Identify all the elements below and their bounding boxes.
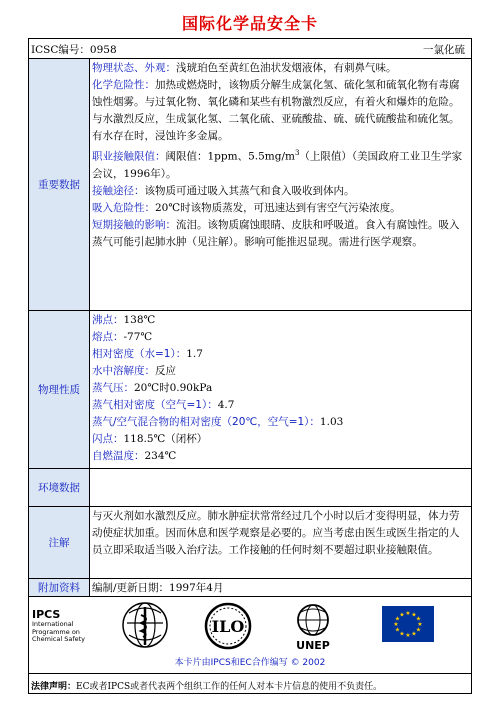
who-emblem-icon bbox=[121, 601, 169, 651]
important-data-row bbox=[29, 59, 471, 311]
flash-point-item: 闪点：118.5℃（闭杯） bbox=[92, 433, 208, 445]
header-row bbox=[29, 39, 471, 59]
svg-text:★: ★ bbox=[411, 611, 417, 619]
solubility-item: 水中溶解度：反应 bbox=[92, 365, 176, 377]
relative-density-item: 相对密度（水=1）：1.7 bbox=[92, 348, 203, 360]
short-term-effects-item: 短期接触的影响：流泪。该物质腐蚀眼睛、皮肤和呼吸道。食入有腐蚀性。吸入蒸气可能引起肺水肿（见注解）。影响可能推迟显现。需进行医学观察。 bbox=[92, 218, 460, 248]
card-title: 国际化学品安全卡 bbox=[181, 14, 318, 33]
important-data-content bbox=[92, 60, 467, 251]
logo-caption: 本卡片由IPCS和EC合作编写 © 2002 bbox=[174, 658, 326, 668]
vapor-density-item: 蒸气相对密度（空气=1）：4.7 bbox=[92, 399, 235, 411]
svg-text:★: ★ bbox=[411, 630, 417, 638]
chemical-name: 一氯化硫 bbox=[423, 44, 465, 56]
svg-text:★: ★ bbox=[415, 615, 422, 623]
physical-state-item: 物理状态、外观：浅琥珀色至黄红色油状发烟液体，有刺鼻气味。 bbox=[92, 62, 397, 74]
physical-properties-content bbox=[92, 312, 467, 465]
eu-flag-icon bbox=[382, 606, 434, 642]
boiling-point-item: 沸点：138℃ bbox=[92, 314, 156, 326]
svg-text:★: ★ bbox=[394, 615, 401, 623]
ipcs-logo: IPCS International Programme on Chemical Safety bbox=[32, 608, 86, 643]
svg-text:★: ★ bbox=[415, 626, 422, 634]
environment-label: 环境数据 bbox=[29, 469, 90, 506]
physical-properties-label: 物理性质 bbox=[29, 311, 90, 468]
ilo-emblem-icon bbox=[204, 602, 252, 650]
additional-content: 编制/更新日期：1997年4月 bbox=[92, 582, 224, 594]
mixture-density-item: 蒸气/空气混合物的相对密度（20℃，空气=1）：1.03 bbox=[92, 416, 344, 428]
autoignition-item: 自燃温度：234℃ bbox=[92, 450, 177, 462]
svg-text:ILO: ILO bbox=[211, 617, 245, 636]
svg-text:UNEP: UNEP bbox=[296, 639, 330, 652]
legal-notice: 法律声明：EC或者IPCS或者代表两个组织工作的任何人对本卡片信息的使用不负责任。 bbox=[31, 682, 383, 692]
svg-text:★: ★ bbox=[417, 621, 423, 628]
environment-row bbox=[29, 469, 471, 507]
svg-text:★: ★ bbox=[405, 632, 411, 639]
notes-row bbox=[29, 507, 471, 579]
additional-label: 附加资料 bbox=[29, 579, 90, 596]
important-data-label: 重要数据 bbox=[29, 59, 90, 310]
svg-text:★: ★ bbox=[394, 626, 401, 634]
vapor-pressure-item: 蒸气压：20℃时0.90kPa bbox=[92, 382, 213, 394]
unep-emblem-icon bbox=[287, 602, 339, 652]
melting-point-item: 熔点：-77℃ bbox=[92, 331, 153, 343]
exposure-route-item: 接触途径：该物质可通过吸入其蒸气和食入吸收到体内。 bbox=[92, 184, 355, 197]
logos-row bbox=[29, 597, 471, 674]
exposure-limit-item: 职业接触限值：阈限值：1ppm、$5.5mg/m^3$（上限值）（美国政府工业卫生学家会议，1996年）。 bbox=[92, 149, 463, 180]
icsc-number: ICSC编号：0958 bbox=[31, 44, 117, 56]
svg-text:★: ★ bbox=[399, 630, 405, 638]
svg-text:★: ★ bbox=[399, 611, 405, 619]
physical-properties-row bbox=[29, 311, 471, 469]
chemical-hazard-item: 化学危险性：加热或燃烧时，该物质分解生成氯化氢、硫化氢和硫氧化物有毒腐蚀性烟雾。与过氧化物、氧化磷和某些有机物激烈反应，有着火和爆炸的危险。与水激烈反应，生成氯化氢、二氧化硫、亚硫酸盐、硫、硫代硫酸盐和硫化氢。有水存在时，浸蚀许多金属。 bbox=[92, 79, 460, 142]
notes-label: 注解 bbox=[29, 507, 90, 578]
svg-text:★: ★ bbox=[393, 621, 399, 628]
notes-content: 与灭火剂如水激烈反应。肺水肿症状常常经过几个小时以后才变得明显，体力劳动使症状加重。因而休息和医学观察是必要的。应当考虑由医生或医生指定的人员立即采取适当吸入治疗法。工作接触的任何时刻不要超过职业接触限值。 bbox=[92, 510, 460, 556]
svg-text:★: ★ bbox=[405, 610, 411, 617]
inhalation-hazard-item: 吸入危险性：20℃时该物质蒸发，可迅速达到有害空气污染浓度。 bbox=[92, 201, 401, 214]
safety-card bbox=[28, 38, 472, 694]
additional-row bbox=[29, 579, 471, 597]
